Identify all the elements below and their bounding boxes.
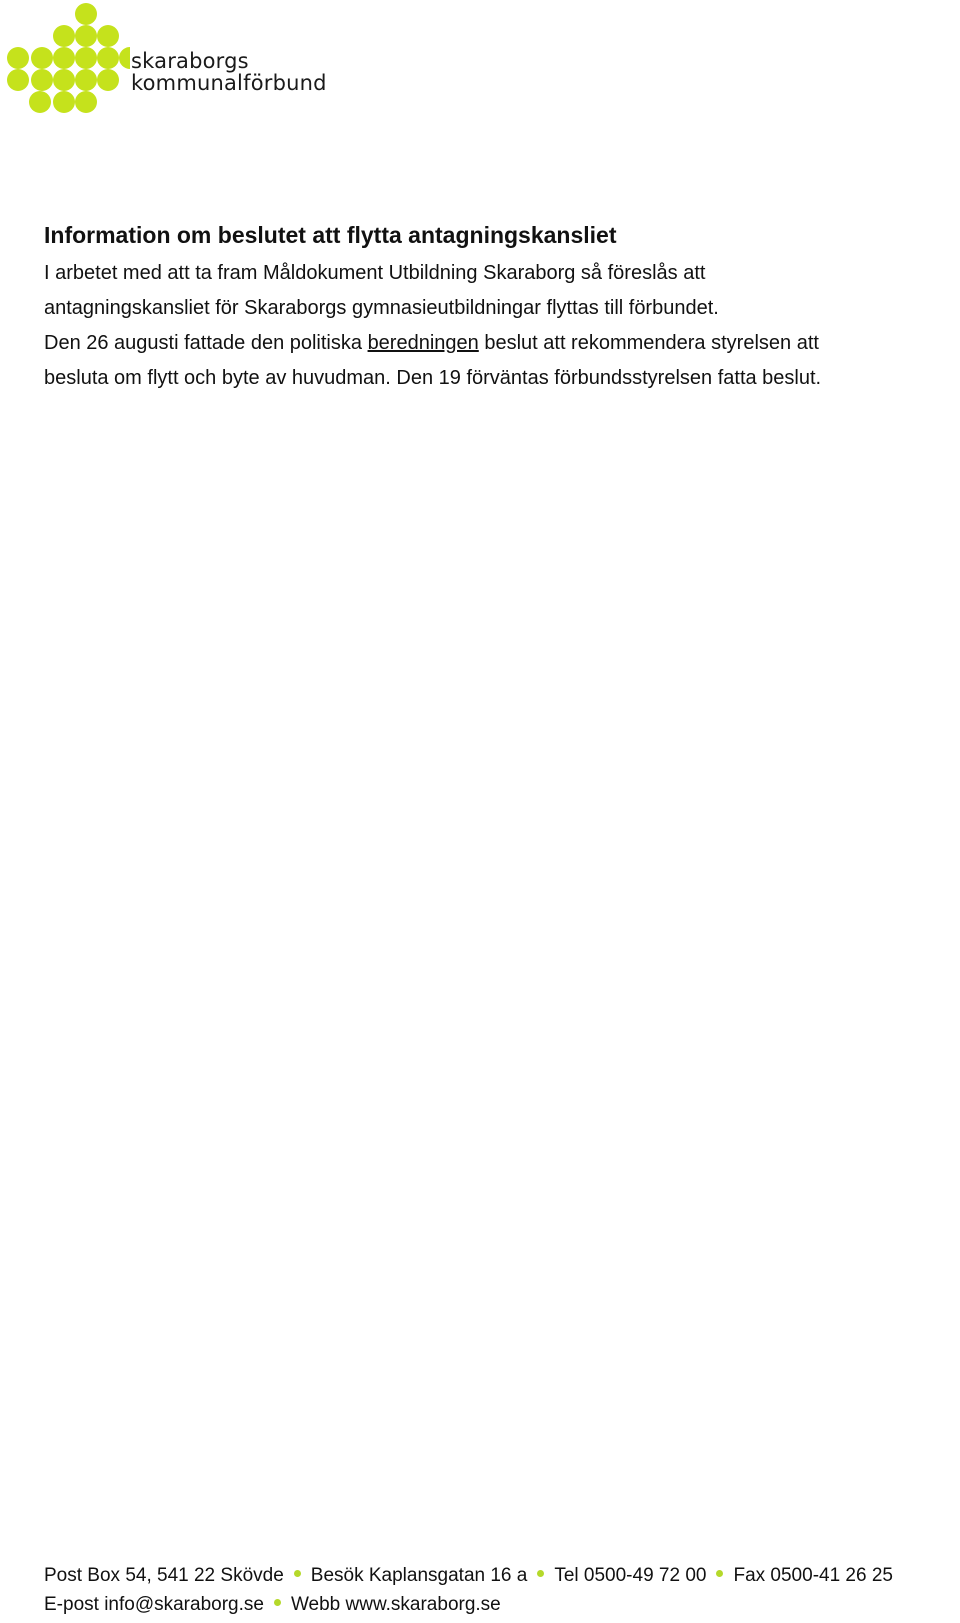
logo-dot xyxy=(75,47,97,69)
logo-dot xyxy=(97,69,119,91)
article-line-3-end: beslut att rekommendera styrelsen att xyxy=(478,332,819,354)
footer xyxy=(44,1561,944,1619)
article-line-3-start: Den 26 augusti fattade den politiska xyxy=(44,332,368,354)
footer-row-2 xyxy=(44,1590,944,1619)
article-body xyxy=(44,256,944,396)
article-line-3 xyxy=(44,326,944,361)
bullet-dot-icon xyxy=(537,1570,544,1577)
logo-dot xyxy=(7,69,29,91)
footer-visit: Besök Kaplansgatan 16 a xyxy=(310,1565,528,1586)
logo-dot xyxy=(97,47,119,69)
logo-dot xyxy=(53,47,75,69)
footer-web[interactable]: Webb www.skaraborg.se xyxy=(290,1594,501,1615)
article xyxy=(44,220,944,396)
article-line-1: I arbetet med att ta fram Måldokument Utbildning Skaraborg så föreslås att xyxy=(44,262,706,284)
footer-phone: Tel 0500-49 72 00 xyxy=(554,1565,707,1586)
article-line-2: antagningskansliet för Skaraborgs gymnasieutbildningar flyttas till förbundet. xyxy=(44,297,719,319)
dot-cluster-arrow-icon xyxy=(0,0,130,125)
footer-fax: Fax 0500-41 26 25 xyxy=(733,1565,893,1586)
logo-line-2: kommunalförbund xyxy=(131,71,327,95)
logo-line-1: skaraborgs xyxy=(131,49,249,73)
beredningen-link[interactable]: beredningen xyxy=(367,332,479,354)
logo-dot xyxy=(75,91,97,113)
logo-dot xyxy=(31,47,53,69)
logo-wordmark xyxy=(131,50,327,94)
article-heading: Information om beslutet att flytta antagningskansliet xyxy=(44,222,617,248)
logo-dot xyxy=(75,69,97,91)
bullet-dot-icon xyxy=(274,1599,281,1606)
bullet-dot-icon xyxy=(294,1570,301,1577)
footer-address: Post Box 54, 541 22 Skövde xyxy=(44,1565,284,1586)
logo-dot xyxy=(75,25,97,47)
bullet-dot-icon xyxy=(716,1570,723,1577)
logo-dot xyxy=(29,91,51,113)
logo-dot xyxy=(31,69,53,91)
footer-email[interactable]: E-post info@skaraborg.se xyxy=(44,1594,264,1615)
footer-row-1 xyxy=(44,1561,944,1590)
logo-dot xyxy=(75,3,97,25)
logo-dot xyxy=(7,47,29,69)
logo-dot xyxy=(53,91,75,113)
logo-dot xyxy=(53,69,75,91)
logo-dot xyxy=(119,47,130,69)
logo xyxy=(0,0,345,125)
logo-dot xyxy=(53,25,75,47)
logo-dot xyxy=(97,25,119,47)
article-line-4: besluta om flytt och byte av huvudman. Den 19 förväntas förbundsstyrelsen fatta beslut. xyxy=(44,367,822,389)
